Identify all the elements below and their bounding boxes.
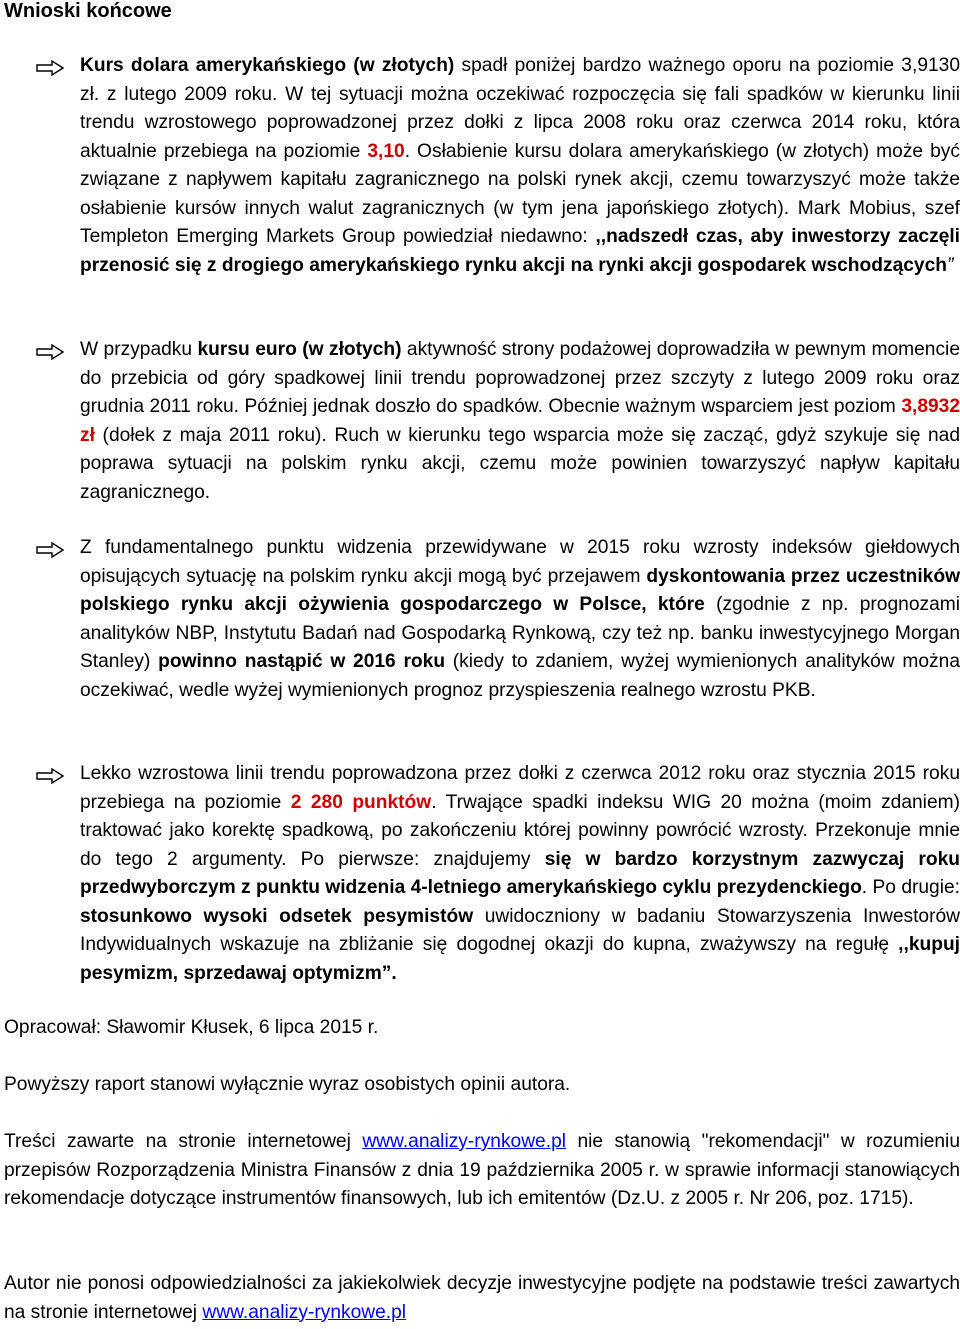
text-run: Autor nie ponosi odpowiedzialności za jakiekolwiek decyzje inwestycyjne podjęte na podstawie treści zawartych na stronie internetowej [4, 1273, 960, 1323]
bullet-text [80, 52, 960, 280]
text-run: Z fundamentalnego punktu widzenia przewidywane w 2015 roku wzrosty indeksów giełdowych opisujących sytuację na polskim rynku akcji mogą być przejawem [80, 537, 960, 587]
quote-emphasis: ,,kupuj pesymizm, sprzedawaj optymizm”. [80, 934, 960, 984]
liability-paragraph [4, 1270, 960, 1327]
hollow-arrow-right-icon [36, 542, 64, 558]
emphasis: Kurs dolara amerykańskiego (w złotych) [80, 55, 455, 76]
quote-emphasis: ,,nadszedł czas, aby inwestorzy zaczęli przenosić się z drogiego amerykańskiego rynku akcji na rynki akcji gospodarek wschodzących [80, 226, 960, 276]
text-run: Lekko wzrostowa linii trendu poprowadzona przez dołki z czerwca 2012 roku oraz stycznia 2015 roku przebiega na poziomie [80, 763, 960, 813]
text-run: (zgodnie z np. prognozami analityków NBP, Instytutu Badań nad Gospodarką Rynkową, czy też np. banku inwestycyjnego Morgan Stanley) [80, 594, 960, 672]
text-run: nie stanowią "rekomendacji" w rozumieniu przepisów Rozporządzenia Ministra Finansów z dnia 19 października 2005 r. w sprawie informacji stanowiących rekomendacje dotyczące instrumentów finansowych, lub ich emitentów (Dz.U. z 2005 r. Nr 206, poz. 1715). [4, 1131, 960, 1209]
emphasis: dyskontowania przez uczestników polskiego rynku akcji ożywienia gospodarczego w Polsce, które [80, 565, 960, 615]
emphasis: stosunkowo wysoki odsetek pesymistów [80, 905, 474, 927]
closing-quote: ” [946, 254, 954, 276]
text-run: uwidoczniony w badaniu Stowarzyszenia Inwestorów Indywidualnych wskazuje na zbliżanie się dogodnej okazji do kupna, zważywszy na regułę [80, 905, 960, 955]
website-link[interactable]: www.analizy-rynkowe.pl [202, 1301, 407, 1323]
highlight-value: 2 280 punktów [290, 791, 432, 813]
disclaimer-paragraph [4, 1128, 960, 1214]
text-run: . Po drugie: [861, 877, 960, 898]
text-run: W przypadku [80, 339, 198, 360]
emphasis: kursu euro (w złotych) [197, 339, 402, 360]
author-line: Opracował: Sławomir Kłusek, 6 lipca 2015 r. [4, 1017, 379, 1038]
opinion-line: Powyższy raport stanowi wyłącznie wyraz osobistych opinii autora. [4, 1074, 571, 1095]
website-link[interactable]: www.analizy-rynkowe.pl [362, 1131, 566, 1152]
bullet-text [80, 336, 960, 507]
text-run: (dołek z maja 2011 roku). Ruch w kierunku tego wsparcia może się zacząć, gdyż szykuje się nad poprawa sytuacji na polskim rynku akcji, czemu może powinien towarzyszyć napływ kapitału zagranicznego. [80, 424, 960, 503]
bullet-text [80, 534, 960, 705]
highlight-value: 3,10 [367, 140, 405, 162]
emphasis: powinno nastąpić w 2016 roku [158, 651, 446, 672]
text-run: Treści zawarte na stronie internetowej [4, 1131, 363, 1152]
emphasis: się w bardzo korzystnym zazwyczaj roku przedwyborczym z punktu widzenia 4-letniego amerykańskiego cyklu prezydenckiego [80, 848, 960, 898]
text-run: aktywność strony podażowej doprowadziła w pewnym momencie do przebicia od góry spadkowej linii trendu poprowadzonej przez szczyty z lutego 2009 roku oraz grudnia 2011 roku. Później jednak doszło do spadków. Obecnie ważnym wsparciem jest poziom [80, 339, 960, 417]
section-heading: Wnioski końcowe [4, 0, 172, 22]
highlight-value: 3,8932 zł [80, 396, 960, 446]
hollow-arrow-right-icon [36, 60, 64, 76]
text-run: (kiedy to zdaniem, wyżej wymienionych analityków można oczekiwać, wedle wyżej wymienionych prognoz przyspieszenia realnego wzrostu PKB. [80, 651, 960, 701]
text-run: spadł poniżej bardzo ważnego oporu na poziomie 3,9130 zł. z lutego 2009 roku. W tej sytuacji można oczekiwać rozpoczęcia się fali spadków w kierunku linii trendu wzrostowego poprowadzonej przez dołki z lipca 2008 roku oraz czerwca 2014 roku, która aktualnie przebiega na poziomie [80, 55, 960, 162]
bullet-text [80, 760, 960, 988]
hollow-arrow-right-icon [36, 344, 64, 360]
hollow-arrow-right-icon [36, 768, 64, 784]
text-run: . Osłabienie kursu dolara amerykańskiego (w złotych) może być związane z napływem kapitału zagranicznego na polski rynek akcji, czemu towarzyszyć może także osłabienie kursów innych walut zagranicznych (w tym jena japońskiego złotych). Mark Mobius, szef Templeton Emerging Markets Group powiedział niedawno: [80, 140, 960, 247]
text-run: . Trwające spadki indeksu WIG 20 można (moim zdaniem) traktować jako korektę spadkową, po zakończeniu której powinny powrócić wzrosty. Przekonuje mnie do tego 2 argumenty. Po pierwsze: znajdujemy [80, 791, 960, 870]
